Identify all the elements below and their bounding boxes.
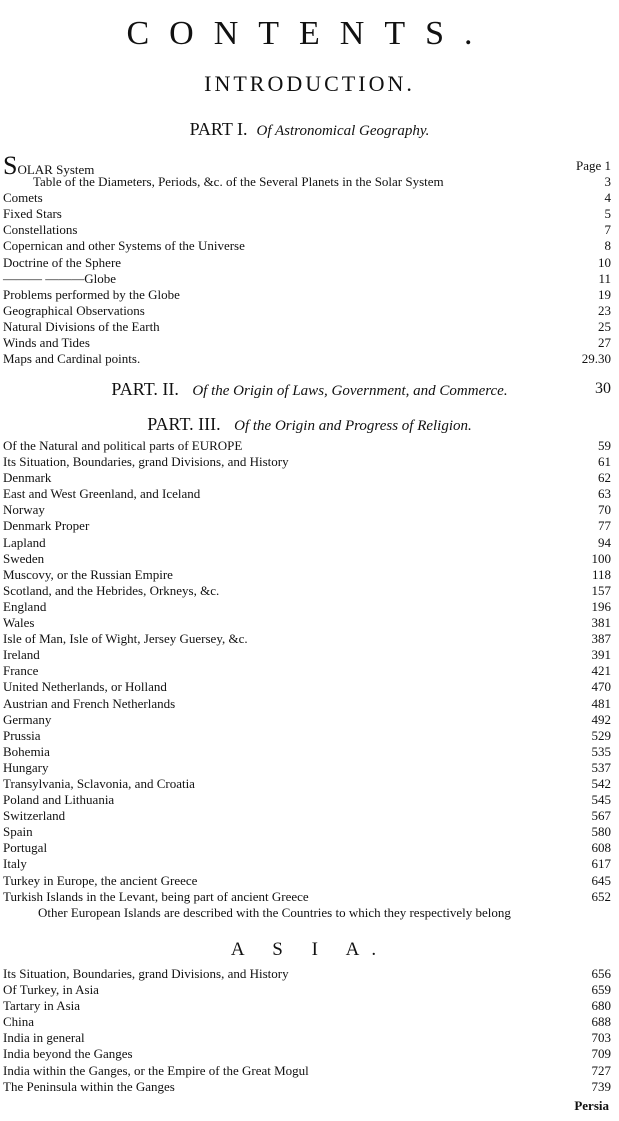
list-item bbox=[3, 174, 611, 190]
entry-page: 617 bbox=[591, 856, 611, 872]
list-item bbox=[3, 351, 611, 367]
entry-title: Bohemia bbox=[3, 743, 50, 759]
entry-title: United Netherlands, or Holland bbox=[3, 679, 167, 695]
list-item bbox=[3, 583, 611, 599]
entry-title: Transylvania, Sclavonia, and Croatia bbox=[3, 775, 195, 791]
entry-title: Italy bbox=[3, 856, 27, 872]
entry-page: 656 bbox=[591, 966, 611, 981]
entry-title: Portugal bbox=[3, 840, 48, 856]
entry-page: 25 bbox=[598, 318, 611, 334]
entry-page: 11 bbox=[598, 270, 611, 286]
entry-title: Comets bbox=[3, 190, 43, 206]
entry-title: India beyond the Ganges bbox=[3, 1046, 133, 1062]
list-item bbox=[3, 663, 611, 679]
list-item bbox=[3, 744, 611, 760]
entry-title: Switzerland bbox=[3, 808, 66, 824]
list-item bbox=[3, 190, 611, 206]
entry-page: 23 bbox=[598, 302, 611, 318]
asia-heading: A S I A. bbox=[230, 939, 389, 960]
list-item bbox=[3, 206, 611, 222]
entry-page: 387 bbox=[591, 631, 611, 647]
list-item bbox=[3, 615, 611, 631]
list-item bbox=[3, 502, 611, 518]
entry-page: 688 bbox=[591, 1014, 611, 1030]
entry-page: 545 bbox=[591, 792, 611, 808]
entry-page: 61 bbox=[598, 454, 611, 470]
entry-page: 8 bbox=[604, 238, 611, 254]
entry-page: 10 bbox=[598, 254, 611, 270]
entry-page: Page 1 bbox=[575, 158, 611, 173]
entry-title: Geographical Observations bbox=[3, 302, 145, 318]
entry-page: 492 bbox=[591, 711, 611, 727]
entry-title: ——— ———Globe bbox=[3, 270, 117, 286]
entry-title: Turkey in Europe, the ancient Greece bbox=[3, 872, 198, 888]
entry-page: 118 bbox=[591, 566, 611, 582]
list-item bbox=[3, 840, 611, 856]
list-item bbox=[3, 712, 611, 728]
list-item bbox=[3, 454, 611, 470]
entry-title: Copernican and other Systems of the Universe bbox=[3, 238, 245, 254]
list-item bbox=[3, 255, 611, 271]
part1-subtitle: Of Astronomical Geography. bbox=[256, 123, 430, 139]
entry-page: 27 bbox=[598, 335, 611, 351]
list-item bbox=[3, 1079, 611, 1095]
entry-title: Isle of Man, Isle of Wight, Jersey Guersey, &c. bbox=[3, 631, 248, 647]
entry-page: 59 bbox=[598, 438, 611, 453]
list-item bbox=[3, 567, 611, 583]
part3-heading bbox=[0, 413, 619, 437]
entry-title: Tartary in Asia bbox=[3, 998, 81, 1014]
entry-page: 608 bbox=[591, 840, 611, 856]
entry-title: Problems performed by the Globe bbox=[3, 286, 180, 302]
entry-title: Maps and Cardinal points. bbox=[3, 351, 141, 367]
entry-page: 645 bbox=[591, 872, 611, 888]
entry-page: 4 bbox=[604, 190, 611, 206]
entry-page: 652 bbox=[591, 888, 611, 904]
entry-title: Prussia bbox=[3, 727, 41, 743]
entry-page: 196 bbox=[591, 598, 611, 614]
list-item bbox=[3, 1063, 611, 1079]
entry-title: Of Turkey, in Asia bbox=[3, 982, 99, 998]
catchword: Persia bbox=[574, 1098, 609, 1113]
entry-page: 567 bbox=[591, 808, 611, 824]
entry-page: 19 bbox=[598, 286, 611, 302]
list-item bbox=[3, 647, 611, 663]
entry-title: Winds and Tides bbox=[3, 335, 90, 351]
entry-title: Scotland, and the Hebrides, Orkneys, &c. bbox=[3, 582, 220, 598]
list-item bbox=[3, 696, 611, 712]
entry-title: Lapland bbox=[3, 534, 46, 550]
entry-text: OLAR System bbox=[17, 162, 95, 177]
entry-page: 77 bbox=[598, 518, 611, 534]
entry-page: 580 bbox=[591, 824, 611, 840]
part2-heading bbox=[0, 378, 619, 402]
entry-title: Austrian and French Netherlands bbox=[3, 695, 176, 711]
list-item bbox=[3, 535, 611, 551]
entry-page: 100 bbox=[591, 550, 611, 566]
entry-page: 529 bbox=[591, 727, 611, 743]
list-item bbox=[3, 792, 611, 808]
list-item bbox=[3, 551, 611, 567]
list-item bbox=[3, 518, 611, 534]
list-item bbox=[3, 776, 611, 792]
part3-list bbox=[3, 438, 611, 905]
list-item bbox=[3, 222, 611, 238]
entry-title: Turkish Islands in the Levant, being part of ancient Greece bbox=[3, 888, 309, 904]
entry-page: 535 bbox=[591, 743, 611, 759]
list-item bbox=[3, 303, 611, 319]
entry-page: 70 bbox=[598, 502, 611, 518]
entry-page: 7 bbox=[604, 222, 611, 238]
part2-label: PART. II. bbox=[111, 379, 179, 399]
list-item bbox=[3, 808, 611, 824]
part2-page: 30 bbox=[595, 380, 611, 397]
list-item bbox=[3, 889, 611, 905]
entry-page: 29.30 bbox=[581, 351, 611, 367]
entry-page: 5 bbox=[604, 206, 611, 222]
entry-title: Doctrine of the Sphere bbox=[3, 254, 122, 270]
entry-title: East and West Greenland, and Iceland bbox=[3, 486, 201, 502]
list-item bbox=[3, 319, 611, 335]
list-item bbox=[3, 760, 611, 776]
entry-page: 3 bbox=[604, 174, 611, 190]
entry-title: Denmark Proper bbox=[3, 518, 90, 534]
entry-title: Ireland bbox=[3, 647, 40, 663]
entry-page: 727 bbox=[591, 1062, 611, 1078]
list-item bbox=[3, 824, 611, 840]
page-title: CONTENTS. bbox=[126, 15, 493, 52]
list-item bbox=[3, 856, 611, 872]
entry-title: India in general bbox=[3, 1030, 85, 1046]
entry-page: 481 bbox=[591, 695, 611, 711]
entry-title: Its Situation, Boundaries, grand Divisions, and History bbox=[3, 966, 289, 981]
entry-page: 709 bbox=[591, 1046, 611, 1062]
list-item bbox=[3, 151, 611, 180]
entry-page: 470 bbox=[591, 679, 611, 695]
list-item bbox=[3, 287, 611, 303]
list-item bbox=[3, 1046, 611, 1062]
entry-title: Table of the Diameters, Periods, &c. of the Several Planets in the Solar System bbox=[33, 174, 444, 190]
entry-title: Wales bbox=[3, 615, 35, 631]
list-item bbox=[3, 1030, 611, 1046]
drop-cap: S bbox=[3, 151, 18, 180]
entry-page: 703 bbox=[591, 1030, 611, 1046]
list-item bbox=[3, 679, 611, 695]
entry-page: 157 bbox=[591, 582, 611, 598]
entry-title: Hungary bbox=[3, 759, 49, 775]
entry-page: 542 bbox=[591, 775, 611, 791]
list-item bbox=[3, 1014, 611, 1030]
list-item bbox=[3, 335, 611, 351]
entry-page: 62 bbox=[598, 470, 611, 486]
list-item bbox=[3, 728, 611, 744]
entry-title: Its Situation, Boundaries, grand Divisions, and History bbox=[3, 454, 289, 470]
footnote: Other European Islands are described with the Countries to which they respectively belong bbox=[38, 905, 511, 920]
list-item bbox=[3, 238, 611, 254]
entry-title: India within the Ganges, or the Empire of the Great Mogul bbox=[3, 1062, 309, 1078]
entry-page: 94 bbox=[598, 534, 611, 550]
list-item bbox=[3, 966, 611, 982]
list-item bbox=[3, 998, 611, 1014]
entry-page: 391 bbox=[591, 647, 611, 663]
entry-page: 421 bbox=[591, 663, 611, 679]
entry-title: France bbox=[3, 663, 39, 679]
list-item bbox=[3, 599, 611, 615]
list-item bbox=[3, 470, 611, 486]
entry-page: 537 bbox=[591, 759, 611, 775]
entry-title: Natural Divisions of the Earth bbox=[3, 318, 160, 334]
entry-title: Fixed Stars bbox=[3, 206, 62, 222]
entry-title: Denmark bbox=[3, 470, 52, 486]
part2-subtitle: Of the Origin of Laws, Government, and Commerce. bbox=[192, 383, 508, 399]
entry-page: 63 bbox=[598, 486, 611, 502]
list-item bbox=[3, 873, 611, 889]
part1-label: PART I. bbox=[189, 119, 248, 139]
list-item bbox=[3, 631, 611, 647]
part3-label: PART. III. bbox=[147, 414, 221, 434]
entry-title: England bbox=[3, 598, 47, 614]
entry-title: Spain bbox=[3, 824, 33, 840]
part1-heading bbox=[0, 118, 619, 142]
asia-list bbox=[3, 966, 611, 1095]
entry-title: Germany bbox=[3, 711, 52, 727]
part3-subtitle: Of the Origin and Progress of Religion. bbox=[234, 418, 472, 434]
list-item bbox=[3, 486, 611, 502]
entry-page: 739 bbox=[591, 1078, 611, 1094]
list-item bbox=[3, 438, 611, 454]
entry-page: 381 bbox=[591, 615, 611, 631]
entry-title: Norway bbox=[3, 502, 45, 518]
entry-title: Poland and Lithuania bbox=[3, 792, 115, 808]
entry-page: 680 bbox=[591, 998, 611, 1014]
entry-title: Of the Natural and political parts of EUROPE bbox=[3, 438, 243, 453]
entry-title: Sweden bbox=[3, 550, 45, 566]
list-item bbox=[3, 271, 611, 287]
part1-list bbox=[3, 151, 611, 367]
entry-title: The Peninsula within the Ganges bbox=[3, 1078, 175, 1094]
list-item bbox=[3, 982, 611, 998]
entry-page: 659 bbox=[591, 982, 611, 998]
entry-title: Muscovy, or the Russian Empire bbox=[3, 566, 173, 582]
introduction-heading: INTRODUCTION. bbox=[204, 71, 415, 96]
entry-title: China bbox=[3, 1014, 35, 1030]
entry-title: Constellations bbox=[3, 222, 78, 238]
